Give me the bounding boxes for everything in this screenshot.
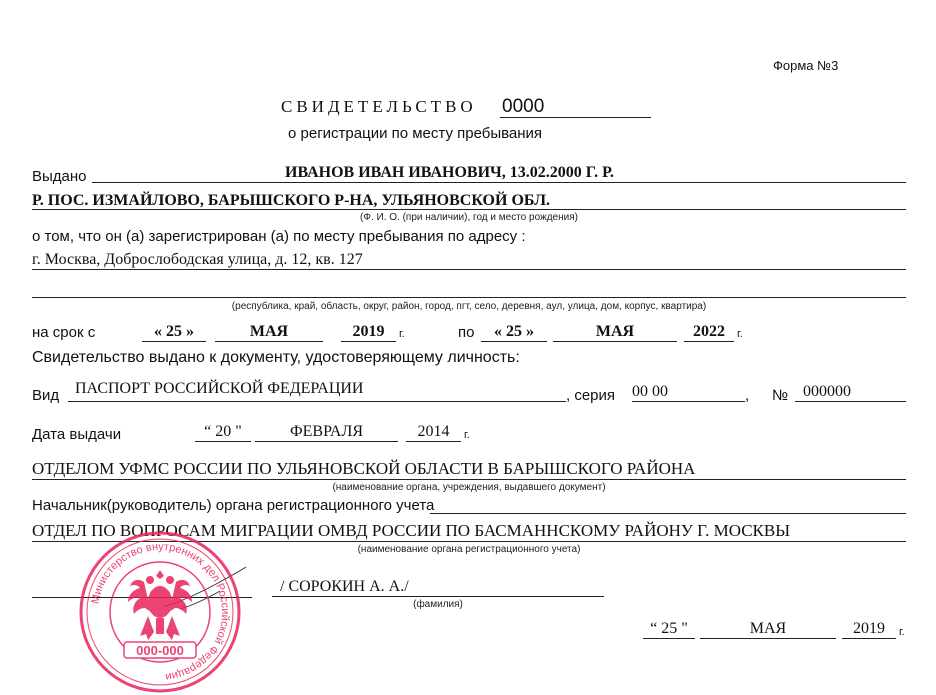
term-to-year: 2022 — [693, 323, 725, 340]
registrar-caption: (наименование органа регистрационного учета) — [357, 544, 581, 555]
issuer-line — [32, 479, 906, 480]
document-kind-label: Вид — [32, 387, 60, 404]
term-from-year-suffix: г. — [399, 328, 405, 340]
form-number: Форма №3 — [773, 58, 839, 73]
document-date-year: 2014 — [417, 423, 450, 440]
document-date-month-line — [255, 441, 398, 442]
address-value: г. Москва, Доброслободская улица, д. 12, кв. 127 — [32, 251, 363, 268]
document-number-label: № — [772, 387, 789, 404]
address-intro: о том, что он (а) зарегистрирован (а) по месту пребывания по адресу : — [32, 228, 526, 245]
registrar-label: Начальник(руководитель) органа регистрационного учета — [32, 497, 435, 514]
document-date-year-line — [406, 441, 461, 442]
document-date-day-line — [195, 441, 251, 442]
sign-date-month: МАЯ — [749, 620, 787, 637]
official-stamp-icon — [78, 530, 242, 694]
address-caption: (республика, край, область, округ, район, город, пгт, село, деревня, аул, улица, дом, корпус, квартира) — [231, 301, 707, 312]
registrar-label-line — [430, 513, 906, 514]
document-number-value: 000000 — [803, 383, 851, 400]
term-from-label: на срок с — [32, 324, 96, 341]
stamp-ring-text: Министерство внутренних дел Российской Федерации — [89, 540, 232, 683]
term-to-day: « 25 » — [494, 323, 534, 340]
registrar-value: ОТДЕЛ ПО ВОПРОСАМ МИГРАЦИИ ОМВД РОССИИ ПО БАСМАННСКОМУ РАЙОНУ Г. МОСКВЫ — [32, 521, 791, 540]
sign-date-day-line — [643, 638, 695, 639]
issuer-caption: (наименование органа, учреждения, выдавшего документ) — [332, 482, 606, 493]
address-line-2 — [32, 297, 906, 298]
term-to-day-line — [481, 341, 547, 342]
term-from-day-line — [142, 341, 206, 342]
document-series-line — [632, 401, 745, 402]
document-kind-value: ПАСПОРТ РОССИЙСКОЙ ФЕДЕРАЦИИ — [75, 380, 364, 397]
issued-line-1 — [92, 182, 906, 183]
document-comma: , — [745, 387, 750, 404]
document-kind-line — [68, 401, 566, 402]
issued-birthplace: Р. ПОС. ИЗМАЙЛОВО, БАРЫШСКОГО Р-НА, УЛЬЯНОВСКОЙ ОБЛ. — [32, 192, 550, 209]
term-to-year-suffix: г. — [737, 328, 743, 340]
issued-label: Выдано — [32, 168, 87, 185]
term-to-month: МАЯ — [595, 323, 635, 340]
document-title: СВИДЕТЕЛЬСТВО — [281, 97, 477, 116]
sign-date-year-line — [842, 638, 896, 639]
term-from-day: « 25 » — [154, 323, 194, 340]
document-series-value: 00 00 — [632, 383, 668, 400]
sign-date-day: “ 25 " — [650, 620, 688, 637]
address-line-1 — [32, 269, 906, 270]
term-from-month: МАЯ — [249, 323, 289, 340]
certificate-number-line — [500, 117, 651, 118]
document-date-year-suffix: г. — [464, 429, 470, 441]
document-date-label: Дата выдачи — [32, 426, 122, 443]
document-number-line — [795, 401, 906, 402]
term-to-label: по — [458, 324, 475, 341]
issuer-value: ОТДЕЛОМ УФМС РОССИИ ПО УЛЬЯНОВСКОЙ ОБЛАСТИ В БАРЫШСКОГО РАЙОНА — [32, 459, 696, 478]
term-from-year-line — [341, 341, 396, 342]
document-date-month: ФЕВРАЛЯ — [289, 423, 363, 440]
document-subtitle: о регистрации по месту пребывания — [288, 125, 543, 142]
signature-caption: (фамилия) — [413, 599, 463, 610]
term-from-month-line — [215, 341, 323, 342]
sign-date-year: 2019 — [853, 620, 885, 637]
sign-date-year-suffix: г. — [899, 626, 905, 638]
sign-date-month-line — [700, 638, 836, 639]
document-series-label: , серия — [566, 387, 616, 404]
term-to-year-line — [684, 341, 734, 342]
eagle-emblem-icon — [128, 570, 192, 640]
signature-name-line — [272, 596, 604, 597]
term-from-year: 2019 — [352, 323, 385, 340]
certificate-number: 0000 — [502, 96, 545, 117]
term-to-month-line — [553, 341, 677, 342]
issued-name: ИВАНОВ ИВАН ИВАНОВИЧ, 13.02.2000 Г. Р. — [285, 164, 614, 181]
issued-line-2 — [32, 209, 906, 210]
stamp-number: 000-000 — [136, 643, 184, 658]
signature-name: / СОРОКИН А. А./ — [280, 578, 409, 595]
document-date-day: “ 20 " — [204, 423, 242, 440]
issued-caption: (Ф. И. О. (при наличии), год и место рождения) — [360, 212, 578, 223]
document-intro: Свидетельство выдано к документу, удостоверяющему личность: — [32, 349, 520, 366]
